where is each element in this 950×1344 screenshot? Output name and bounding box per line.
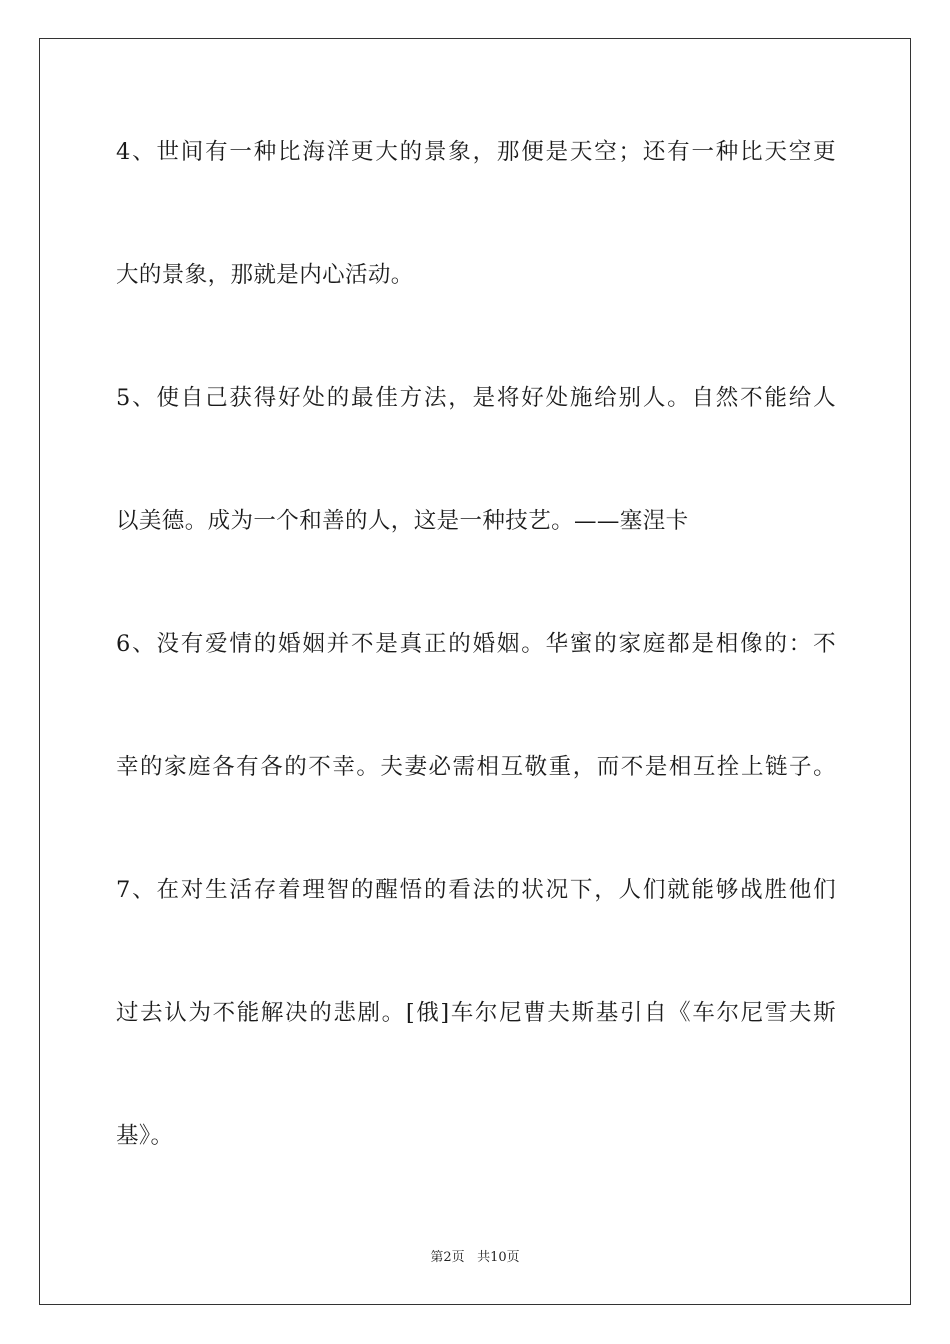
text-line: 大的景象，那就是内心活动。 <box>116 262 414 288</box>
page-footer <box>0 1246 950 1265</box>
text-line: 以美德。成为一个和善的人，这是一种技艺。——塞涅卡 <box>116 508 689 534</box>
text-line: 4、世间有一种比海洋更大的景象，那便是天空；还有一种比天空更 <box>116 139 836 165</box>
text-line: 过去认为不能解决的悲剧。[俄]车尔尼曹夫斯基引自《车尔尼雪夫斯 <box>116 1000 836 1026</box>
document-body <box>116 122 836 1229</box>
page-number: 第2页 <box>430 1250 465 1265</box>
text-line: 基》。 <box>116 1123 174 1149</box>
text-line: 幸的家庭各有各的不幸。夫妻必需相互敬重，而不是相互拴上链子。 <box>116 754 836 780</box>
text-line: 7、在对生活存着理智的醒悟的看法的状况下，人们就能够战胜他们 <box>116 877 836 903</box>
page-total: 共10页 <box>477 1250 520 1265</box>
text-line: 5、使自己获得好处的最佳方法，是将好处施给别人。自然不能给人 <box>116 385 836 411</box>
text-line: 6、没有爱情的婚姻并不是真正的婚姻。华蜜的家庭都是相像的：不 <box>116 631 836 657</box>
